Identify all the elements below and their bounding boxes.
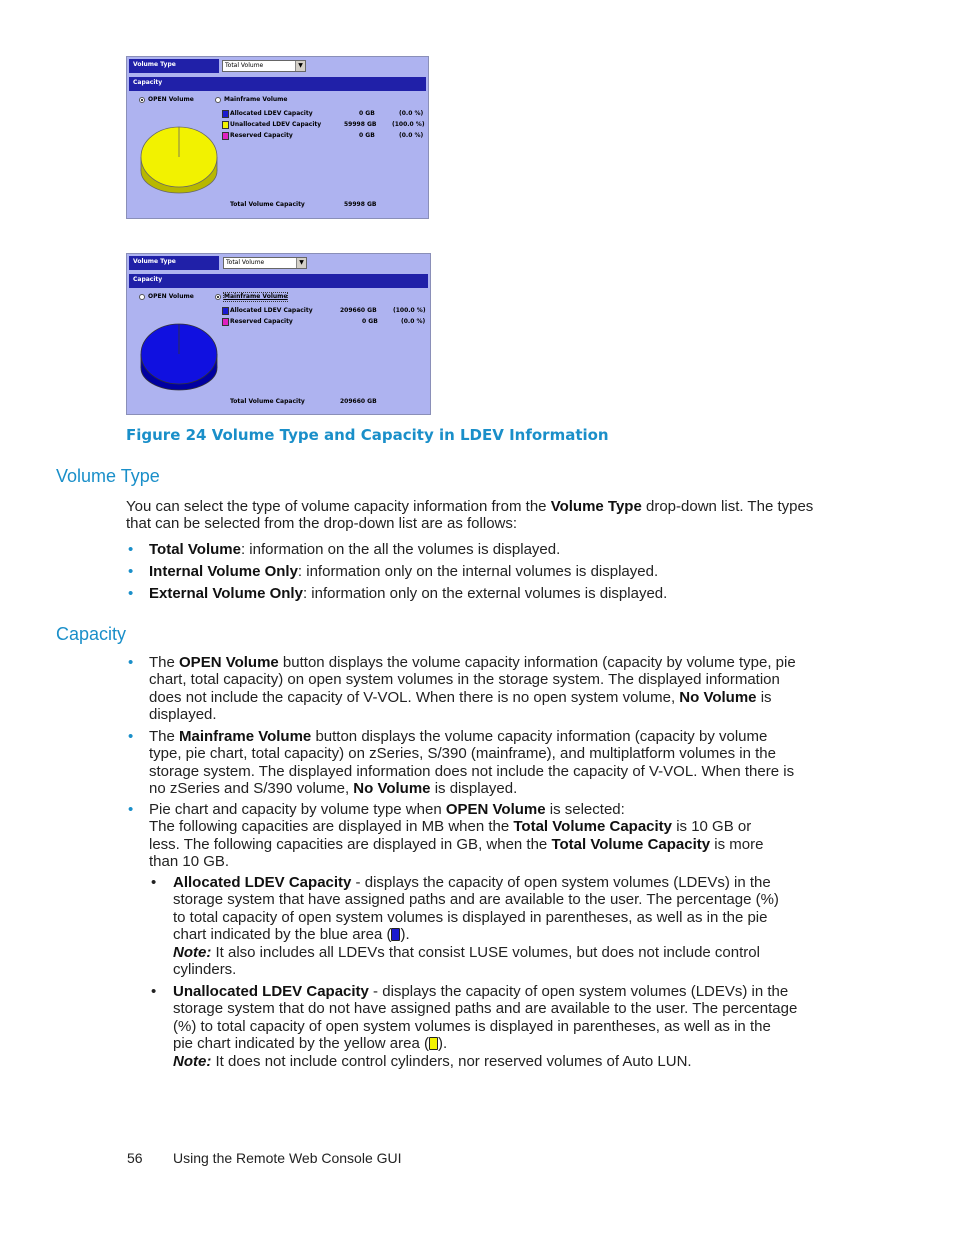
open-volume-radio[interactable] xyxy=(139,97,145,103)
bullet: • xyxy=(128,728,134,745)
legend-pct: (100.0 %) xyxy=(392,121,425,128)
legend-label: Reserved Capacity xyxy=(230,318,293,325)
capacity-pie-chart xyxy=(135,121,225,201)
mainframe-volume-radio[interactable] xyxy=(215,294,221,300)
open-volume-label: OPEN Volume xyxy=(148,293,194,300)
section-heading-volume-type: Volume Type xyxy=(56,466,160,486)
bullet: • xyxy=(128,585,134,602)
capacity-header: Capacity xyxy=(129,274,428,288)
legend-value: 59998 GB xyxy=(344,121,377,128)
chevron-down-icon[interactable]: ▼ xyxy=(295,61,305,71)
volume-type-label: Volume Type xyxy=(129,59,219,73)
total-volume-capacity-label: Total Volume Capacity xyxy=(230,398,305,405)
list-item: Total Volume: information on the all the volumes is displayed. xyxy=(149,541,561,558)
legend-label: Allocated LDEV Capacity xyxy=(230,110,313,117)
mainframe-volume-label: Mainframe Volume xyxy=(224,96,288,103)
legend-pct: (0.0 %) xyxy=(401,318,426,325)
mainframe-volume-label: Mainframe Volume xyxy=(224,293,288,300)
volume-type-intro: You can select the type of volume capacity information from the Volume Type drop-down list. The types that can be selected from the drop-down list are as follows: xyxy=(126,498,814,533)
legend-label: Allocated LDEV Capacity xyxy=(230,307,313,314)
section-heading-capacity: Capacity xyxy=(56,624,127,644)
list-item: Internal Volume Only: information only on the internal volumes is displayed. xyxy=(149,563,659,580)
mainframe-volume-radio[interactable] xyxy=(215,97,221,103)
capacity-header: Capacity xyxy=(129,77,426,91)
sub-bullet: • xyxy=(151,874,157,891)
figure-mainframe-volume-screenshot xyxy=(126,253,431,415)
legend-value: 0 GB xyxy=(359,110,375,117)
figure-open-volume-screenshot xyxy=(126,56,429,219)
list-item: External Volume Only: information only on the external volumes is displayed. xyxy=(149,585,668,602)
bullet: • xyxy=(128,654,134,671)
legend-value: 0 GB xyxy=(362,318,378,325)
sub-bullet: • xyxy=(151,983,157,1000)
volume-type-dropdown[interactable] xyxy=(222,60,306,72)
capacity-pie-chart xyxy=(135,318,225,398)
legend-label: Reserved Capacity xyxy=(230,132,293,139)
legend-label: Unallocated LDEV Capacity xyxy=(230,121,322,128)
total-volume-capacity-label: Total Volume Capacity xyxy=(230,201,305,208)
legend-value: 0 GB xyxy=(359,132,375,139)
figure-caption: Figure 24 Volume Type and Capacity in LDEV Information xyxy=(126,426,609,444)
legend-swatch-allocated xyxy=(222,307,229,315)
legend-pct: (0.0 %) xyxy=(399,110,424,117)
total-volume-capacity-value: 59998 GB xyxy=(344,201,377,208)
legend-swatch-allocated xyxy=(222,110,229,118)
list-item-open-volume: The OPEN Volume button displays the volume capacity information (capacity by volume type, pie chart, total capacity) on open system volumes in the storage system. The displayed information does not include the capacity of V-VOL. When there is no open system volume, No Volume is displayed. xyxy=(149,654,796,724)
footer-title: Using the Remote Web Console GUI xyxy=(173,1150,402,1166)
open-volume-radio[interactable] xyxy=(139,294,145,300)
legend-pct: (0.0 %) xyxy=(399,132,424,139)
bullet: • xyxy=(128,541,134,558)
list-item-pie-chart: Pie chart and capacity by volume type when OPEN Volume is selected: The following capacities are displayed in MB when the Total Volume Capacity is 10 GB or less. The following capacities are displayed in GB, when the Total Volume Capacity is more than 10 GB. xyxy=(149,801,764,871)
page-number: 56 xyxy=(127,1150,143,1166)
volume-type-dropdown[interactable] xyxy=(223,257,307,269)
sub-item-allocated: Allocated LDEV Capacity - displays the capacity of open system volumes (LDEVs) in the storage system that have assigned paths and are available to the user. The percentage (%) to total capacity of open system volumes is displayed in parentheses, as well as in the pie chart indicated by the blue area ( ). Note: It also includes all LDEVs that consist LUSE volumes, but does not include control cylinders. xyxy=(173,874,779,979)
bullet: • xyxy=(128,801,134,818)
yellow-swatch-icon xyxy=(429,1037,438,1050)
dropdown-value: Total Volume xyxy=(226,259,265,266)
sub-item-unallocated: Unallocated LDEV Capacity - displays the capacity of open system volumes (LDEVs) in the storage system that do not have assigned paths and are available to the user. The percentage (%) to total capacity of open system volumes is displayed in parentheses, as well as in the pie chart indicated by the yellow area ( ). Note: It does not include control cylinders, nor reserved volumes of Auto LUN. xyxy=(173,983,798,1070)
dropdown-value: Total Volume xyxy=(225,62,264,69)
list-item-mainframe-volume: The Mainframe Volume button displays the volume capacity information (capacity by volume type, pie chart, total capacity) on zSeries, S/390 (mainframe), and multiplatform volumes in the storage system. The displayed information does not include the capacity of V-VOL. When there is no zSeries and S/390 volume, No Volume is displayed. xyxy=(149,728,795,798)
legend-value: 209660 GB xyxy=(340,307,377,314)
legend-swatch-reserved xyxy=(222,132,229,140)
open-volume-label: OPEN Volume xyxy=(148,96,194,103)
chevron-down-icon[interactable]: ▼ xyxy=(296,258,306,268)
bullet: • xyxy=(128,563,134,580)
legend-swatch-unallocated xyxy=(222,121,229,129)
volume-type-label: Volume Type xyxy=(129,256,219,270)
legend-pct: (100.0 %) xyxy=(393,307,426,314)
legend-swatch-reserved xyxy=(222,318,229,326)
total-volume-capacity-value: 209660 GB xyxy=(340,398,377,405)
